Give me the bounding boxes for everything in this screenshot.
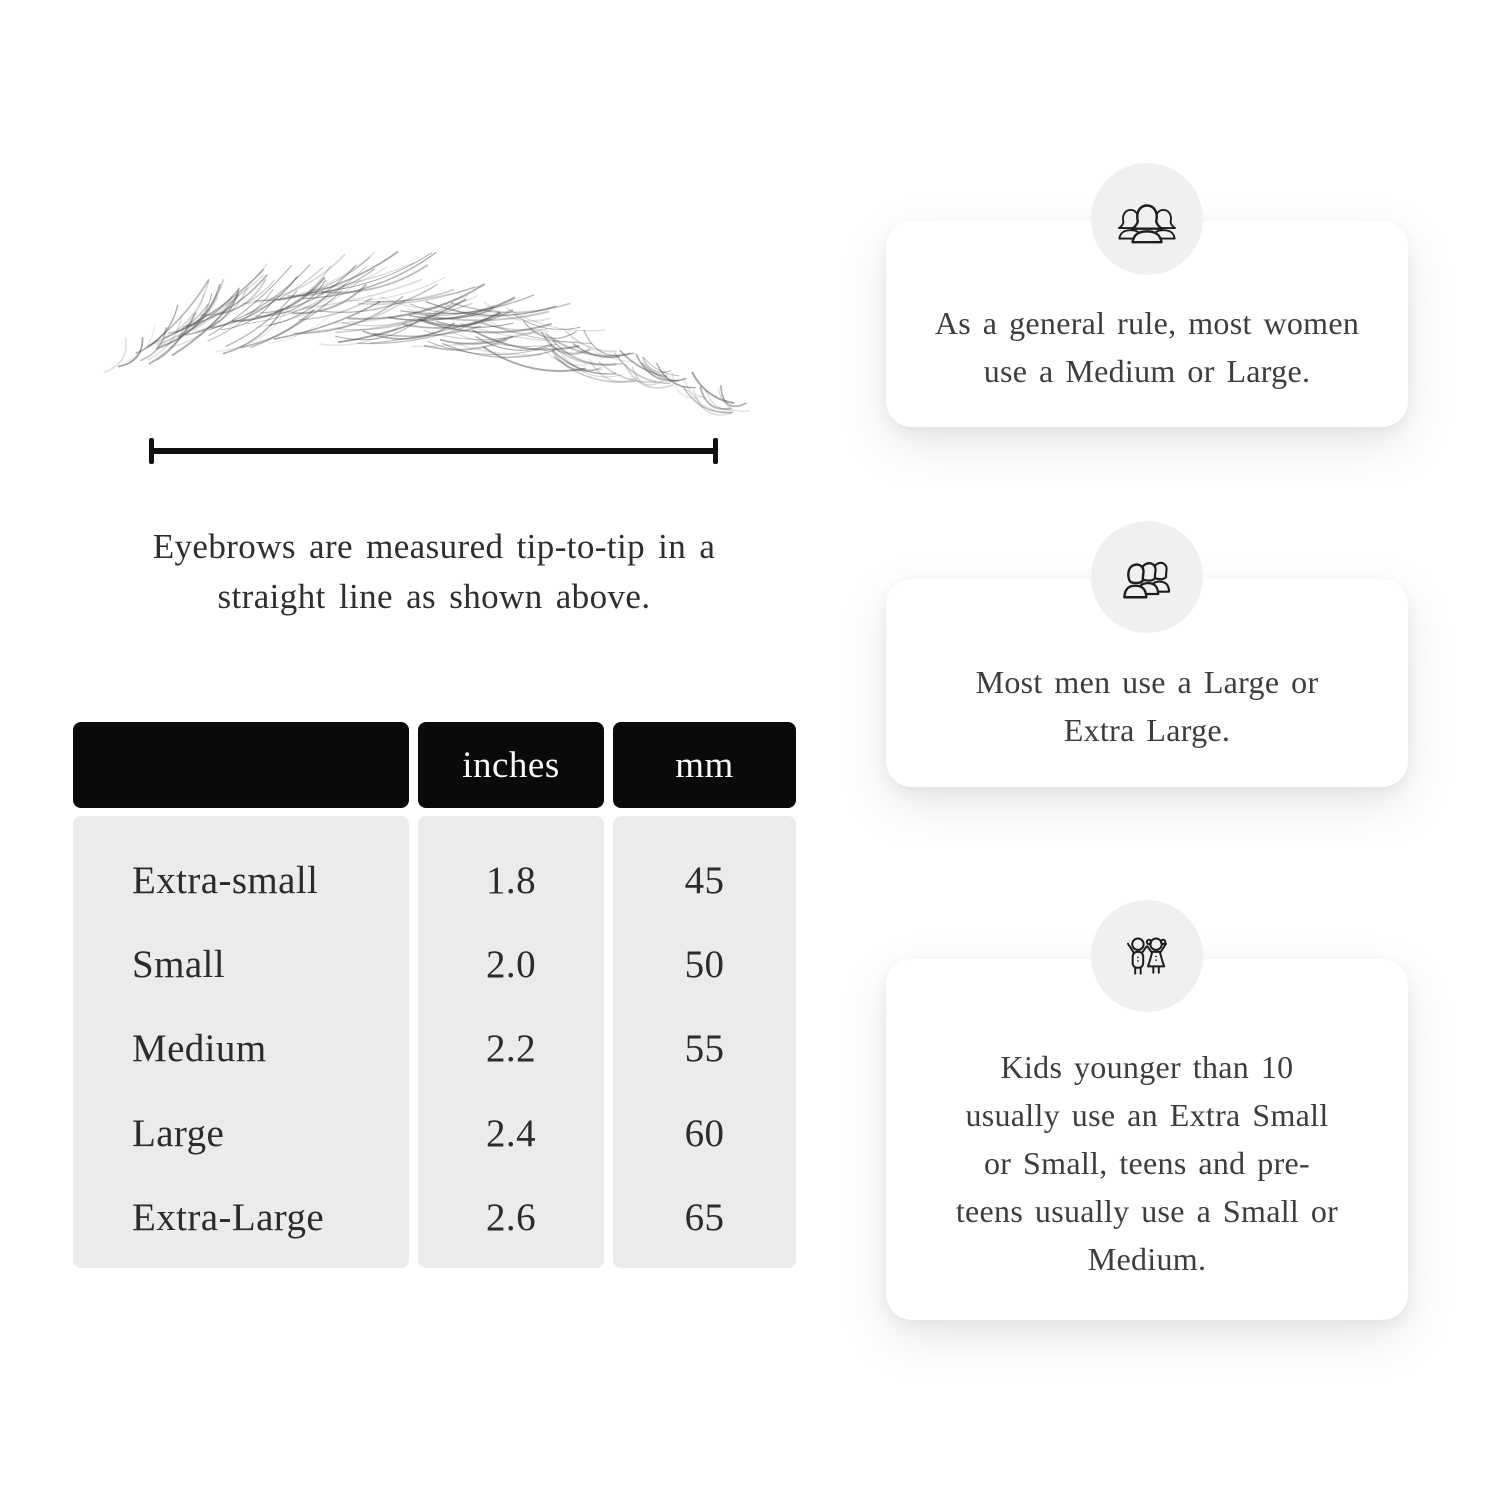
size-table-body [73,816,795,1268]
measure-line-endcap [713,438,718,464]
measurement-caption-text: Eyebrows are measured tip-to-tip in a straight line as shown above. [152,527,716,616]
size-table-inches-column [418,816,604,1268]
kids-icon [1118,928,1176,984]
mm-value-cell: 45 [684,858,725,902]
size-table-header-row [73,722,795,808]
size-table-label-column [73,816,409,1268]
mm-value-cell: 60 [684,1111,725,1155]
mm-value-cell: 50 [684,943,725,987]
inches-value-cell: 2.4 [486,1111,536,1155]
men-group-icon-circle [1091,521,1203,633]
measure-line-bar [150,448,717,454]
size-table-header-blank [73,722,409,808]
size-label-cell: Large [132,1111,225,1155]
mm-value-cell: 65 [684,1196,725,1240]
size-label-cell: Small [132,943,226,987]
kids-advice-text: Kids younger than 10 usually use an Extra Small or Small, teens and pre-teens usually use a Small or Medium. [955,1048,1339,1277]
inches-value-cell: 1.8 [486,858,536,902]
size-table [73,722,795,1268]
measurement-line [149,438,718,464]
size-table-header-mm: mm [613,722,796,808]
kids-advice-card [886,959,1408,1320]
measurement-caption [73,522,795,622]
mm-value-cell: 55 [684,1027,725,1071]
size-label-cell: Extra-small [132,858,319,902]
size-label-cell: Medium [132,1027,267,1071]
inches-value-cell: 2.0 [486,943,536,987]
inches-value-cell: 2.6 [486,1196,536,1240]
eyebrow-illustration [100,228,760,433]
inches-value-cell: 2.2 [486,1027,536,1071]
size-table-header-inches: inches [418,722,604,808]
women-group-icon [1116,191,1178,247]
men-group-icon [1116,550,1178,604]
men-advice-text: Most men use a Large or Extra Large. [975,664,1319,748]
size-label-cell: Extra-Large [132,1196,325,1240]
women-advice-text: As a general rule, most women use a Medium or Large. [934,305,1360,389]
women-group-icon-circle [1091,163,1203,275]
kids-icon-circle [1091,900,1203,1012]
size-table-mm-column [613,816,796,1268]
